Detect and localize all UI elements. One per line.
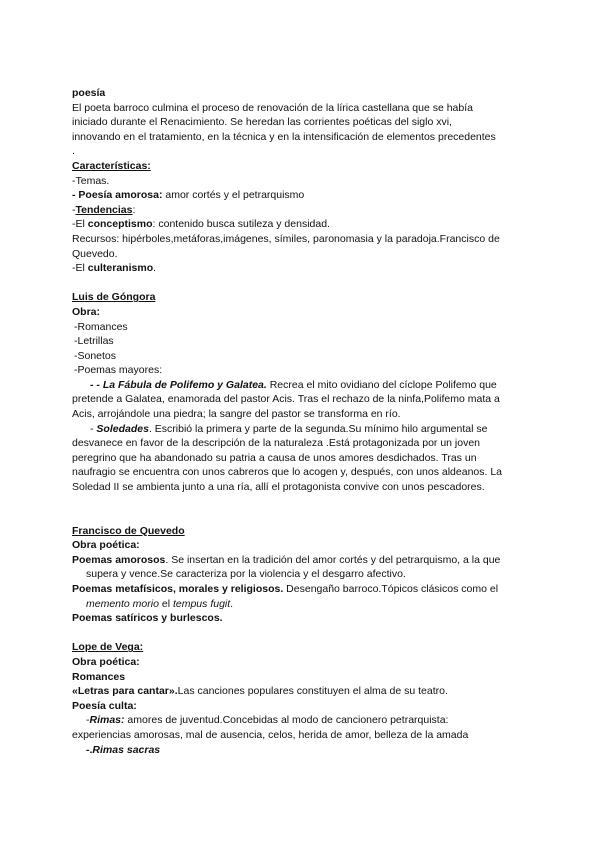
conceptismo-label: conceptismo — [87, 218, 153, 231]
intro-line-4: . — [72, 145, 75, 158]
gongora-obra-label: Obra: — [72, 305, 101, 318]
metafisicos-text: Desengaño barroco.Tópicos clásicos como el — [283, 583, 499, 595]
amorosos-text-1: . Se insertan en la tradición del amor cortés y del petrarquismo, a la que — [165, 553, 501, 566]
gongora-item-sonetos: -Sonetos — [74, 349, 117, 362]
polifemo-prefix: - - — [90, 378, 103, 391]
letras-line — [72, 684, 532, 699]
intro-heading: poesía — [72, 87, 106, 99]
culteranismo-prefix: -El — [72, 262, 88, 275]
rimas-sacras-line — [72, 743, 532, 758]
section-spacer — [72, 495, 532, 524]
metafisicos-line-1 — [72, 582, 532, 597]
soledades-line-2: desvanece en favor de la descripción de la naturaleza .Está protagonizada por un joven — [72, 437, 481, 450]
polifemo-line-3: Acis, arrojándole una piedra; la sangre del pastor se transforma en río. — [72, 408, 401, 421]
culteranismo-label: culteranismo — [87, 262, 154, 275]
intro-line-2: iniciado durante el Renacimiento. Se heredan las corrientes poéticas del siglo xvi, — [72, 116, 452, 129]
amorosos-line-1 — [72, 553, 532, 568]
el-text: el — [158, 597, 173, 610]
rimas-sacras-label: Rimas sacras — [92, 743, 161, 756]
soledades-line-1 — [72, 422, 532, 437]
tendencias-prefix: - — [72, 203, 76, 216]
section-spacer — [72, 626, 532, 641]
soledades-prefix: - — [90, 422, 97, 435]
conceptismo-prefix: -El — [72, 218, 88, 231]
rimas-prefix: - — [86, 714, 90, 727]
rimas-label: Rimas: — [89, 714, 125, 727]
document-page — [72, 86, 532, 757]
soledades-line-4: naufragio se encuentra con unos cabreros que lo acogen y, después, con unos aldeanos. La — [72, 466, 503, 479]
tendencias-label: Tendencias — [75, 203, 133, 216]
memento-text: memento morio — [86, 597, 159, 610]
recursos-line-2: Quevedo. — [72, 247, 118, 260]
poesia-amorosa-line — [72, 188, 532, 203]
soledades-line-3: peregrino que ha abandonado su patria a causa de unos amores desdichados. Tras un — [72, 451, 477, 464]
amorosos-label: Poemas amorosos — [72, 553, 166, 566]
polifemo-line-1 — [72, 378, 532, 393]
lope-romances: Romances — [72, 670, 126, 683]
conceptismo-line — [72, 217, 532, 232]
poesia-amorosa-label: - Poesía amorosa: — [72, 189, 163, 202]
metafisicos-line-2 — [72, 597, 532, 612]
culteranismo-suffix: . — [153, 262, 157, 275]
tempus-text: tempus fugit — [172, 597, 231, 610]
letras-label: «Letras para cantar». — [72, 685, 178, 698]
polifemo-title: La Fábula de Polifemo y Galatea. — [102, 378, 267, 391]
intro-line-3: innovando en el tratamiento, en la técnica y en la intensificación de elementos precedentes — [72, 130, 496, 143]
amorosos-line-2: supera y vence.Se caracteriza por la violencia y el desgarro afectivo. — [86, 568, 406, 581]
quevedo-obra-label: Obra poética: — [72, 539, 140, 552]
poesia-amorosa-text: amor cortés y el petrarquismo — [162, 189, 305, 202]
gongora-heading: Luis de Góngora — [72, 291, 156, 304]
metafisicos-label: Poemas metafísicos, morales y religiosos. — [72, 583, 284, 595]
poesia-culta-label: Poesía culta: — [72, 699, 137, 712]
polifemo-line-2: pretende a Galatea, enamorada del pastor Acis. Tras el rechazo de la ninfa,Polifemo mata a — [72, 393, 500, 406]
rimas-line-1 — [72, 713, 532, 728]
letras-text: Las canciones populares constituyen el alma de su teatro. — [177, 685, 448, 698]
lope-heading: Lope de Vega: — [72, 641, 144, 654]
gongora-item-poemas-mayores: -Poemas mayores: — [74, 364, 163, 377]
conceptismo-text: : contenido busca sutileza y densidad. — [152, 218, 330, 231]
rimas-sacras-prefix: -. — [86, 743, 93, 756]
lope-obra-label: Obra poética: — [72, 655, 140, 668]
caracteristicas-heading: Características: — [72, 159, 151, 172]
satiricos-line: Poemas satíricos y burlescos. — [72, 612, 223, 625]
tendencias-line — [72, 203, 532, 218]
gongora-item-romances: -Romances — [74, 320, 128, 333]
soledades-text-1: . Escribió la primera y parte de la segunda.Su mínimo hilo argumental se — [148, 422, 488, 435]
recursos-line-1: Recursos: hipérboles,metáforas,imágenes, símiles, paronomasia y la paradoja.Francisco de — [72, 232, 500, 245]
temas-line: -Temas. — [72, 174, 110, 187]
soledades-line-5: Soledad II se ambienta junto a una ría, allí el protagonista convive con unos pescadores. — [72, 481, 485, 494]
intro-line-1: El poeta barroco culmina el proceso de renovación de la lírica castellana que se había — [72, 101, 473, 114]
culteranismo-line — [72, 261, 532, 276]
quevedo-heading: Francisco de Quevedo — [72, 524, 185, 537]
tendencias-suffix: : — [132, 203, 136, 216]
gongora-item-letrillas: -Letrillas — [74, 335, 114, 348]
rimas-line-2: experiencias amorosas, mal de ausencia, celos, herida de amor, belleza de la amada — [72, 728, 469, 741]
soledades-title: Soledades — [96, 422, 149, 435]
rimas-text-1: amores de juventud.Concebidas al modo de cancionero petrarquista: — [124, 714, 449, 727]
section-spacer — [72, 276, 532, 291]
tempus-suffix: . — [230, 597, 234, 610]
polifemo-text-1: Recrea el mito ovidiano del cíclope Polifemo que — [266, 378, 497, 391]
